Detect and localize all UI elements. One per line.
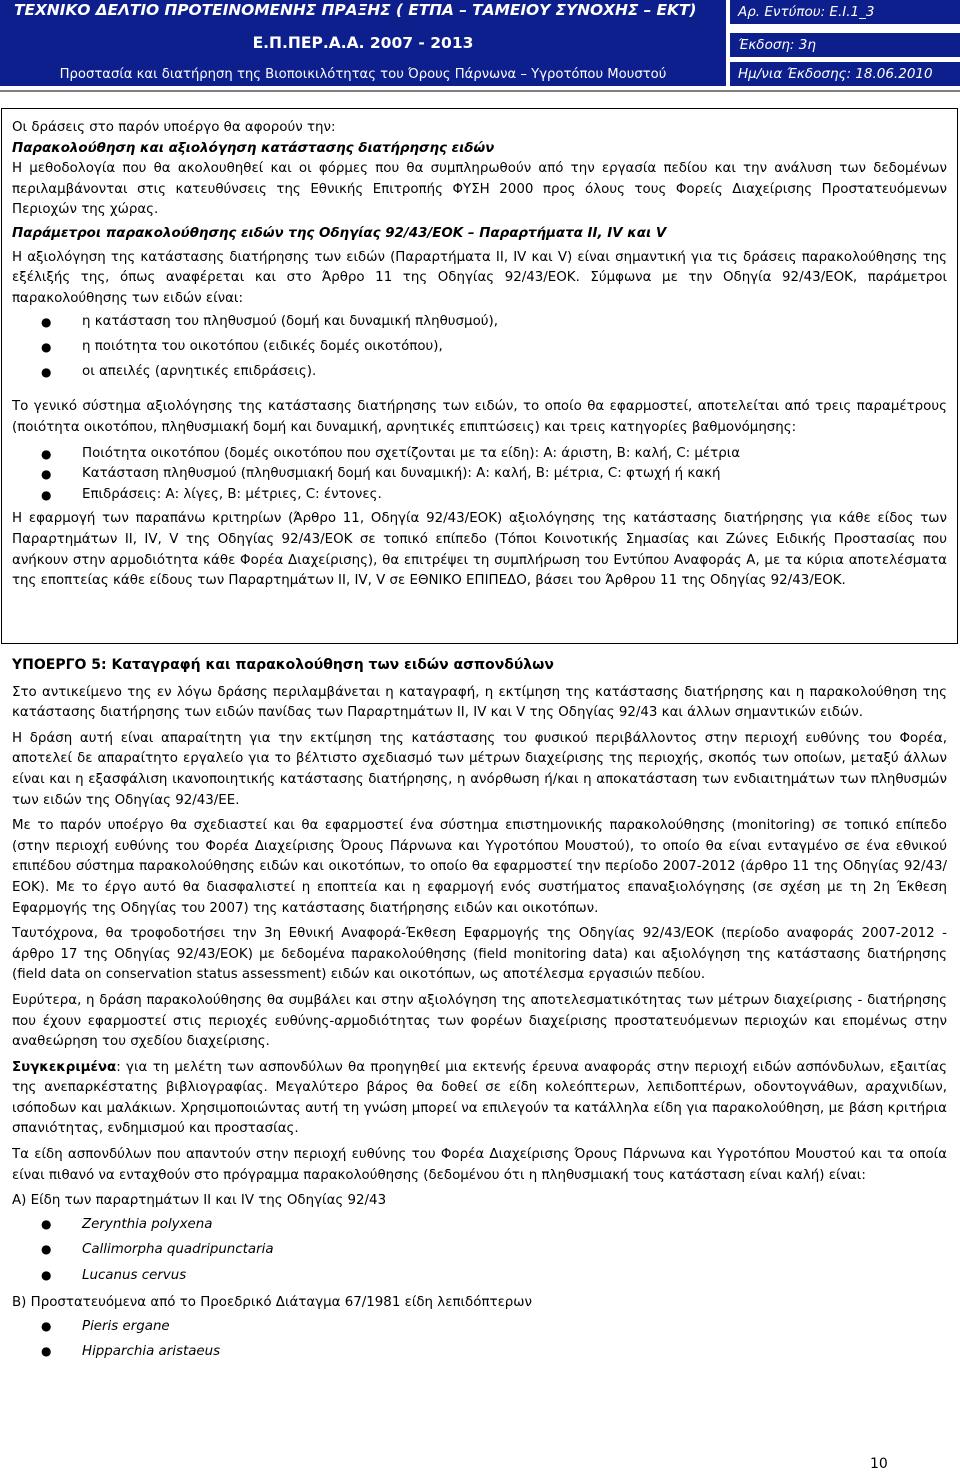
- species-item: ● Callimorpha quadripunctaria: [12, 1237, 947, 1263]
- header-title: ΤΕΧΝΙΚΟ ΔΕΛΤΙΟ ΠΡΟΤΕΙΝΟΜΕΝΗΣ ΠΡΑΞΗΣ ( ΕΤΠΑ – ΤΑΜΕΙΟΥ ΣΥΝΟΧΗΣ – ΕΚΤ): [14, 1, 697, 19]
- bullet-icon: ●: [41, 1318, 52, 1333]
- section-paragraph-2: Η δράση αυτή είναι απαραίτητη για την εκτίμηση της κατάστασης του φυσικού περιβάλλοντος στην περιοχή ευθύνης του Φορέα, αποτελεί δε απαραίτητο εργαλείο για το βέλτιστο σχεδιασμό των μέτρων διαχείρισης της περιοχής, σκοπός των οποίων, μεταξύ άλλων είναι και η εξασφάλιση ικανοποιητικής κατάστασης διατήρησης, η ανόρθωση ή/και η αποκατάσταση των ενδιαιτημάτων των πληθυσμών των ειδών της Οδηγίας 92/43/ΕΕ.: [12, 730, 947, 808]
- section-paragraph-3: Με το παρόν υποέργο θα σχεδιαστεί και θα εφαρμοστεί ένα σύστημα επιστημονικής παρακολούθησης (monitoring) σε τοπικό επίπεδο (στην περιοχή ευθύνης του Φορέα Διαχείρισης Όρους Πάρνωνα και Υγροτόπου Μουστού), το οποίο θα είναι ενταγμένο σε ένα εθνικού επιπέδου σύστημα παρακολούθησης ειδών και οικοτόπων, το οποίο θα εφαρμοστεί την περίοδο 2007-2012 (άρθρο 11 της Οδηγίας 92/43/ΕΟΚ). Με το έργο αυτό θα διασφαλιστεί η εποπτεία και η εφαρμογή ενός συστήματος επαναξιολόγησης (σε σχέση με τη 2η Έκθεση Εφαρμογής της Οδηγίας του 2007) της κατάστασης διατήρησης ειδών και οικοτόπων.: [12, 818, 947, 916]
- group-a-heading: Α) Είδη των παραρτημάτων ΙΙ και ΙV της Οδηγίας 92/43: [12, 1193, 387, 1209]
- section-paragraph-7: Τα είδη ασπονδύλων που απαντούν στην περιοχή ευθύνης του Φορέα Διαχείρισης Όρους Πάρνωνα και Υγροτόπου Μουστού και τα οποία είναι πιθανό να ενταχθούν στο πρόγραμμα παρακολούθησης (δεδομένου ότι η πληθυσμιακή τους κατάσταση είναι καλή) είναι:: [12, 1147, 947, 1183]
- subproject-section: [12, 655, 947, 1370]
- header-title-block: [0, 0, 726, 86]
- bullet-icon: ●: [41, 365, 52, 380]
- species-list-b: [12, 1314, 947, 1365]
- section-paragraph-4: Ταυτόχρονα, θα τροφοδοτήσει την 3η Εθνική Αναφορά-Έκθεση Εφαρμογής της Οδηγίας 92/43/ΕΟΚ (περίοδο αναφοράς 2007-2012 - άρθρο 17 της Οδηγίας 92/43/ΕΟΚ) με δεδομένα παρακολούθησης (field monitoring data) και αξιολόγηση της κατάστασης διατήρησης (field data on conservation status assessment) ειδών και οικοτόπων, ως αποτέλεσμα εργασιών πεδίου.: [12, 926, 947, 983]
- params-heading: Παράμετροι παρακολούθησης ειδών της Οδηγίας 92/43/ΕΟΚ – Παραρτήματα ΙΙ, ΙV και V: [12, 225, 667, 241]
- species-item: ● Hipparchia aristaeus: [12, 1339, 947, 1365]
- section-paragraph-1: Στο αντικείμενο της εν λόγω δράσης περιλαμβάνεται η καταγραφή, η εκτίμηση της κατάστασης διατήρησης και η παρακολούθηση της κατάστασης διατήρησης των ειδών πανίδας των Παραρτημάτων ΙΙ, ΙV και V της Οδηγίας 92/43 και άλλων σημαντικών ειδών.: [12, 684, 947, 721]
- bullet-icon: ●: [41, 340, 52, 355]
- edition: Έκδοση: 3η: [730, 33, 960, 57]
- list-item: ● η ποιότητα του οικοτόπου (ειδικές δομές οικοτόπου),: [12, 337, 947, 362]
- species-item: ● Lucanus cervus: [12, 1263, 947, 1289]
- bullet-icon: ●: [41, 1242, 52, 1257]
- page-number: 10: [870, 1456, 888, 1472]
- box-paragraph-2: Η αξιολόγηση της κατάστασης διατήρησης των ειδών (Παραρτήματα ΙΙ, ΙV και V) είναι σημαντική για τις δράσεις παρακολούθησης της εξέλιξής της, όπως αναφέρεται και στο Άρθρο 11 της Οδηγίας 92/43/ΕΟΚ. Σύμφωνα με την Οδηγία 92/43/ΕΟΚ, παράμετροι παρακολούθησης των ειδών είναι:: [12, 249, 947, 306]
- paragraph-lead: Συγκεκριμένα: [12, 1059, 117, 1075]
- list-item: ● η κατάσταση του πληθυσμού (δομή και δυναμική πληθυσμού),: [12, 312, 947, 337]
- parameters-list: [12, 312, 947, 387]
- box-intro: Οι δράσεις στο παρόν υποέργο θα αφορούν την:: [12, 120, 336, 135]
- header-meta-block: [730, 0, 960, 86]
- list-item: ● Επιδράσεις: Α: λίγες, Β: μέτριες, C: έντονες.: [12, 485, 947, 506]
- document-header: [0, 0, 960, 86]
- grading-list: [12, 444, 947, 506]
- header-divider: [0, 90, 960, 92]
- bullet-icon: ●: [41, 1216, 52, 1231]
- box-paragraph-3: Το γενικό σύστημα αξιολόγησης της κατάστασης διατήρησης των ειδών, το οποίο θα εφαρμοστεί, αποτελείται από τρεις παραμέτρους (ποιότητα οικοτόπου, πληθυσμιακή δομή και δυναμική, αρνητικές επιπτώσεις) και τρεις κατηγορίες βαθμονόμησης:: [12, 399, 947, 435]
- species-item: ● Zerynthia polyxena: [12, 1212, 947, 1238]
- form-number: Αρ. Εντύπου: Ε.Ι.1_3: [730, 0, 960, 24]
- bullet-icon: ●: [41, 315, 52, 330]
- box-paragraph-1: Η μεθοδολογία που θα ακολουθηθεί και οι φόρμες που θα συμπληρωθούν από την εργασία πεδίου και την ανάλυση των δεδομένων περιλαμβάνονται στις κατευθύνσεις της Εθνικής Επιτροπής ΦΥΣΗ 2000 προς όλους τους Φορείς Διαχείρισης Προστατευόμενων Περιοχών της χώρας.: [12, 161, 947, 218]
- bullet-icon: ●: [41, 487, 52, 502]
- box-heading: Παρακολούθηση και αξιολόγηση κατάστασης διατήρησης ειδών: [12, 140, 495, 156]
- section-paragraph-6: [12, 1058, 947, 1140]
- bullet-icon: ●: [41, 446, 52, 461]
- bullet-icon: ●: [41, 1267, 52, 1282]
- section-paragraph-5: Ευρύτερα, η δράση παρακολούθησης θα συμβάλει και στην αξιολόγηση της αποτελεσματικότητας των μέτρων διαχείρισης - διατήρησης που έχουν εφαρμοστεί στις περιοχές ευθύνης-αρμοδιότητας των φορέων διαχείρισης προστατευόμενων περιοχών και επομένως στην αναθεώρηση του σχεδίου διαχείρισης.: [12, 992, 947, 1050]
- bullet-icon: ●: [41, 467, 52, 482]
- edition-date: Ημ/νια Έκδοσης: 18.06.2010: [730, 62, 960, 86]
- species-item: ● Pieris ergane: [12, 1314, 947, 1340]
- species-list-a: [12, 1212, 947, 1289]
- bullet-icon: ●: [41, 1344, 52, 1359]
- group-b-heading: Β) Προστατευόμενα από το Προεδρικό Διάταγμα 67/1981 είδη λεπιδόπτερων: [12, 1295, 532, 1311]
- list-item: ● Κατάσταση πληθυσμού (πληθυσμιακή δομή και δυναμική): Α: καλή, Β: μέτρια, C: φτωχή ή κακή: [12, 464, 947, 485]
- section-title: ΥΠΟΕΡΓΟ 5: Καταγραφή και παρακολούθηση των ειδών ασπονδύλων: [12, 657, 554, 673]
- box-paragraph-4: Η εφαρμογή των παραπάνω κριτηρίων (Άρθρο 11, Οδηγία 92/43/ΕΟΚ) αξιολόγησης της κατάστασης διατήρησης για κάθε είδος των Παραρτημάτων ΙΙ, ΙV, V της Οδηγίας 92/43/ΕΟΚ σε τοπικό επίπεδο (Τόποι Κοινοτικής Σημασίας και Ζώνες Ειδικής Προστασίας που ανήκουν στην αρμοδιότητα κάθε Φορέα Διαχείρισης), θα επιτρέψει τη συμπλήρωση του Εντύπου Αναφοράς Α, με τα κύρια αποτελέσματα της εποπτείας κάθε είδους των Παραρτημάτων ΙΙ, ΙV, V σε ΕΘΝΙΚΟ ΕΠΙΠΕΔΟ, βάσει του Άρθρου 11 της Οδηγίας 92/43/ΕΟΚ.: [12, 511, 947, 589]
- list-item: ● οι απειλές (αρνητικές επιδράσεις).: [12, 362, 947, 387]
- header-subtitle: Προστασία και διατήρηση της Βιοποικιλότητας του Όρους Πάρνωνα – Υγροτόπου Μουστού: [59, 67, 667, 82]
- list-item: ● Ποιότητα οικοτόπου (δομές οικοτόπου που σχετίζονται με τα είδη): Α: άριστη, Β: καλή, C: μέτρια: [12, 444, 947, 465]
- header-programme: Ε.Π.ΠΕΡ.Α.Α. 2007 - 2013: [252, 34, 474, 52]
- paragraph-body: : για τη μελέτη των ασπονδύλων θα προηγηθεί μια εκτενής έρευνα αναφοράς στην περιοχή ειδών ασπόνδυλων, εξαιτίας της ανεπαρκέστατης βιβλιογραφίας. Μεγαλύτερο βάρος θα δοθεί σε είδη κολεόπτερων, λεπιδοπτέρων, οδοντογνάθων, αραχνιδίων, ισόποδων και μαλάκιων. Χρησιμοποιώντας αυτή τη γνώση μπορεί να επιλεγούν τα κατάλληλα είδη για παρακολούθηση, με βάση κριτήρια σπανιότητας, ενδημισμού και προστασίας.: [12, 1059, 947, 1137]
- content-box: [12, 118, 947, 592]
